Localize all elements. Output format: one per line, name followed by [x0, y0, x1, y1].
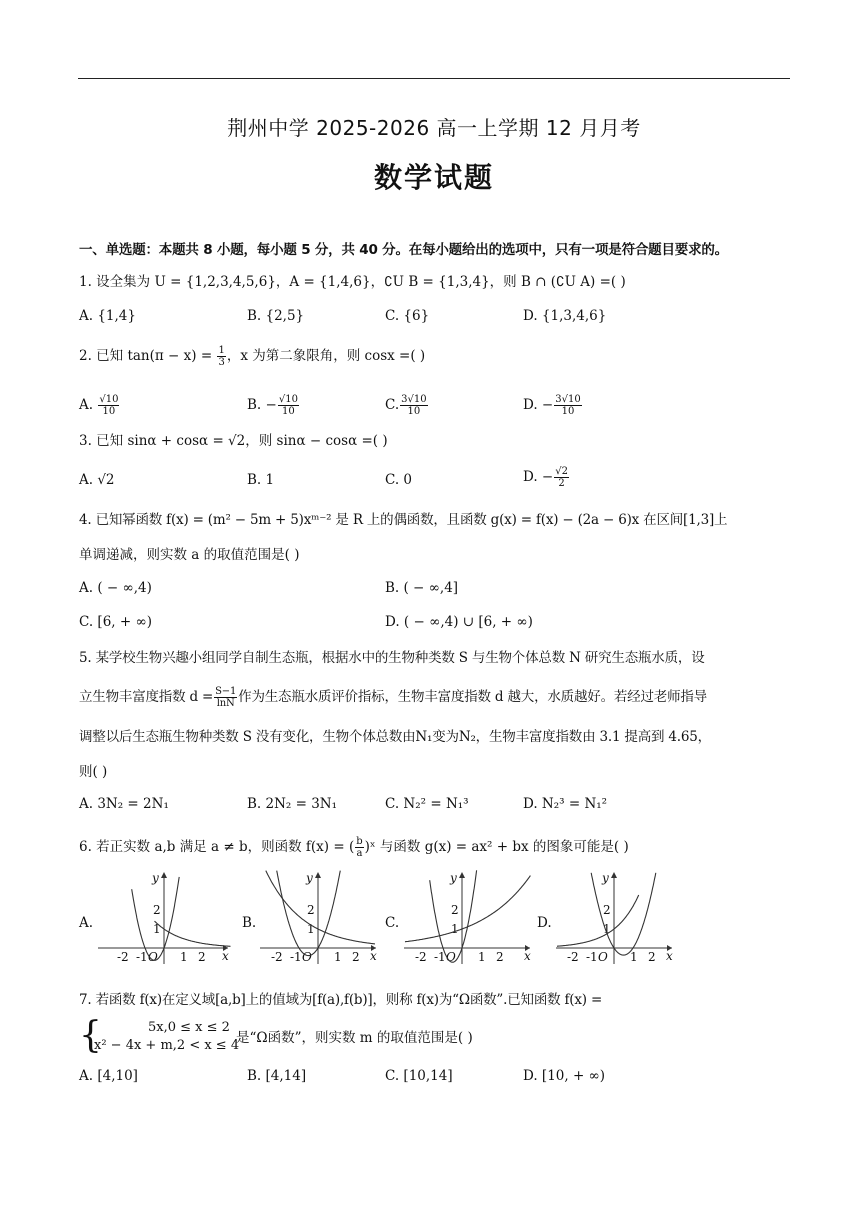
stem-text: 立生物丰富度指数 d = [79, 689, 214, 705]
origin-label: O [302, 950, 312, 964]
option-d: D. [10, + ∞) [523, 1068, 606, 1084]
exponential-curve [405, 876, 530, 942]
graph-b [258, 868, 383, 968]
origin-label: O [148, 950, 158, 964]
question-5-line1: 5. 某学校生物兴趣小组同学自制生态瓶，根据水中的生物种类数 S 与生物个体总数 N 研究生态瓶水质，设 [79, 650, 705, 666]
option-label: D. − [523, 397, 554, 413]
option-c: C. N₂² = N₁³ [385, 796, 469, 812]
option-d: D. N₂³ = N₁² [523, 796, 608, 812]
option-b: B. 1 [247, 472, 275, 488]
fraction [98, 394, 119, 417]
fraction [400, 394, 427, 417]
question-7-line1: 7. 若函数 f(x)在定义域[a,b]上的值域为[f(a),f(b)]，则称 f(x)为“Ω函数”.已知函数 f(x) = [79, 992, 603, 1008]
piecewise-brace: { [79, 1015, 102, 1056]
denominator: 10 [561, 406, 575, 417]
tick-label-x-neg2: -2 [415, 950, 427, 964]
fraction [355, 836, 363, 859]
numerator: 3√10 [401, 394, 427, 405]
graph-b-label: B. [242, 915, 257, 931]
option-label: D. − [523, 469, 554, 485]
question-1-options [79, 308, 791, 330]
question-3-stem: 3. 已知 sinα + cosα = √2，则 sinα − cosα =( ) [79, 433, 388, 449]
numerator: b [356, 836, 363, 847]
option-b: B. [4,14] [247, 1068, 307, 1084]
section-heading: 一、单选题：本题共 8 小题，每小题 5 分，共 40 分。在每小题给出的选项中，只有一项是符合题目要求的。 [79, 242, 728, 258]
question-4-stem-line2: 单调递减，则实数 a 的取值范围是( ) [79, 547, 300, 563]
graph-d-label: D. [537, 915, 552, 931]
tick-label-x-neg2: -2 [567, 950, 579, 964]
option-b [247, 394, 300, 417]
graph-c-label: C. [385, 915, 400, 931]
option-d [523, 466, 570, 489]
tick-label-x-neg2: -2 [117, 950, 129, 964]
question-4-options-row1 [79, 580, 791, 602]
denominator: 2 [558, 478, 565, 489]
x-axis-label: x [524, 949, 531, 963]
fraction [278, 394, 299, 417]
numerator: √10 [99, 394, 119, 405]
question-3-options [79, 466, 791, 494]
tick-label-x-neg1: -1 [136, 950, 148, 964]
piecewise-case-2: x² − 4x + m,2 < x ≤ 4 [94, 1038, 240, 1053]
piecewise-case-1: 5x,0 ≤ x ≤ 2 [148, 1020, 230, 1035]
question-1-stem: 1. 设全集为 U = {1,2,3,4,5,6}，A = {1,4,6}，∁U B = {1,3,4}，则 B ∩ (∁U A) =( ) [79, 274, 626, 290]
graph-a [96, 868, 236, 968]
question-5-options [79, 796, 791, 818]
option-a: A. ( − ∞,4) [79, 580, 152, 596]
tick-label-x-neg1: -1 [290, 950, 302, 964]
fraction [554, 394, 581, 417]
y-axis-label: y [602, 871, 609, 885]
denominator: a [356, 848, 363, 859]
option-d [523, 394, 583, 417]
stem-text: 作为生态瓶水质评价指标，生物丰富度指数 d 越大，水质越好。若经过老师指导 [238, 689, 707, 705]
numerator: √10 [278, 394, 298, 405]
question-6-stem [79, 836, 791, 859]
x-axis-label: x [222, 949, 229, 963]
tick-label-y-1: 1 [603, 922, 611, 936]
numerator: 1 [218, 345, 225, 356]
tick-label-y-2: 2 [153, 903, 161, 917]
option-c: C. [6, + ∞) [79, 614, 152, 630]
tick-label-x-neg1: -1 [586, 950, 598, 964]
y-axis-label: y [306, 871, 313, 885]
fraction [217, 345, 225, 368]
option-label: B. − [247, 397, 277, 413]
option-a: A. [4,10] [79, 1068, 138, 1084]
parabola-curve [591, 873, 656, 955]
exam-title: 数学试题 [373, 161, 494, 194]
tick-label-y-1: 1 [307, 922, 315, 936]
tick-label-x-2: 2 [352, 950, 360, 964]
denominator: lnN [216, 698, 235, 709]
exam-subtitle: 荆州中学 2025-2026 高一上学期 12 月月考 [227, 116, 641, 140]
stem-text: ，x 为第二象限角，则 cosx =( ) [226, 348, 426, 364]
graph-a-label: A. [79, 915, 94, 931]
exponential-curve [266, 871, 375, 944]
y-arrow [611, 872, 617, 878]
origin-label: O [446, 950, 456, 964]
denominator: 10 [102, 406, 116, 417]
tick-label-x-2: 2 [198, 950, 206, 964]
tick-label-x-neg1: -1 [434, 950, 446, 964]
option-a: A. 3N₂ = 2N₁ [79, 796, 169, 812]
numerator: S−1 [215, 686, 237, 697]
tick-label-y-2: 2 [307, 903, 315, 917]
y-arrow [161, 872, 167, 878]
question-4-stem-line1: 4. 已知幂函数 f(x) = (m² − 5m + 5)xᵐ⁻² 是 R 上的偶函数，且函数 g(x) = f(x) − (2a − 6)x 在区间[1,3]上 [79, 512, 728, 528]
tick-label-y-1: 1 [451, 922, 459, 936]
numerator: √2 [555, 466, 568, 477]
graph-d [554, 868, 679, 968]
question-5-line3: 调整以后生态瓶生物种类数 S 没有变化，生物个体总数由N₁变为N₂，生物丰富度指数由 3.1 提高到 4.65， [79, 729, 711, 745]
question-7-options [79, 1068, 791, 1090]
question-2-stem [79, 345, 791, 368]
option-d: D. {1,3,4,6} [523, 308, 607, 324]
tick-label-x-neg2: -2 [271, 950, 283, 964]
graph-c [402, 868, 537, 968]
tick-label-x-2: 2 [648, 950, 656, 964]
question-7-line2: 是“Ω函数”，则实数 m 的取值范围是( ) [236, 1030, 473, 1046]
y-arrow [315, 872, 321, 878]
stem-text: 6. 若正实数 a,b 满足 a ≠ b，则函数 f(x) = ( [79, 839, 355, 855]
option-label: A. [79, 397, 94, 413]
tick-label-x-2: 2 [496, 950, 504, 964]
option-d: D. ( − ∞,4) ∪ [6, + ∞) [385, 614, 533, 630]
option-c: C. 0 [385, 472, 413, 488]
option-a [79, 394, 120, 417]
tick-label-y-2: 2 [451, 903, 459, 917]
question-5-line4: 则( ) [79, 764, 108, 780]
origin-label: O [598, 950, 608, 964]
question-2-options [79, 394, 791, 416]
option-a: A. √2 [79, 472, 115, 488]
denominator: 10 [407, 406, 421, 417]
stem-text: 2. 已知 tan(π − x) = [79, 348, 213, 364]
tick-label-x-1: 1 [478, 950, 486, 964]
tick-label-y-1: 1 [153, 922, 161, 936]
header-rule [78, 78, 790, 79]
option-b: B. 2N₂ = 3N₁ [247, 796, 338, 812]
denominator: 3 [218, 357, 225, 368]
denominator: 10 [282, 406, 295, 417]
option-b: B. {2,5} [247, 308, 305, 324]
x-axis-label: x [666, 949, 673, 963]
option-label: C. [385, 397, 400, 413]
stem-text: )ˣ 与函数 g(x) = ax² + bx 的图象可能是( ) [364, 839, 629, 855]
tick-label-x-1: 1 [180, 950, 188, 964]
numerator: 3√10 [555, 394, 581, 405]
fraction [554, 466, 569, 489]
y-arrow [459, 872, 465, 878]
y-axis-label: y [152, 871, 159, 885]
y-axis-label: y [450, 871, 457, 885]
option-a: A. {1,4} [79, 308, 136, 324]
question-4-options-row2 [79, 614, 791, 636]
x-axis-label: x [370, 949, 377, 963]
question-5-line2 [79, 686, 791, 709]
tick-label-y-2: 2 [603, 903, 611, 917]
option-c: C. [10,14] [385, 1068, 453, 1084]
tick-label-x-1: 1 [334, 950, 342, 964]
tick-label-x-1: 1 [630, 950, 638, 964]
fraction [214, 686, 237, 709]
option-c: C. {6} [385, 308, 430, 324]
option-c [385, 394, 429, 417]
option-b: B. ( − ∞,4] [385, 580, 459, 596]
